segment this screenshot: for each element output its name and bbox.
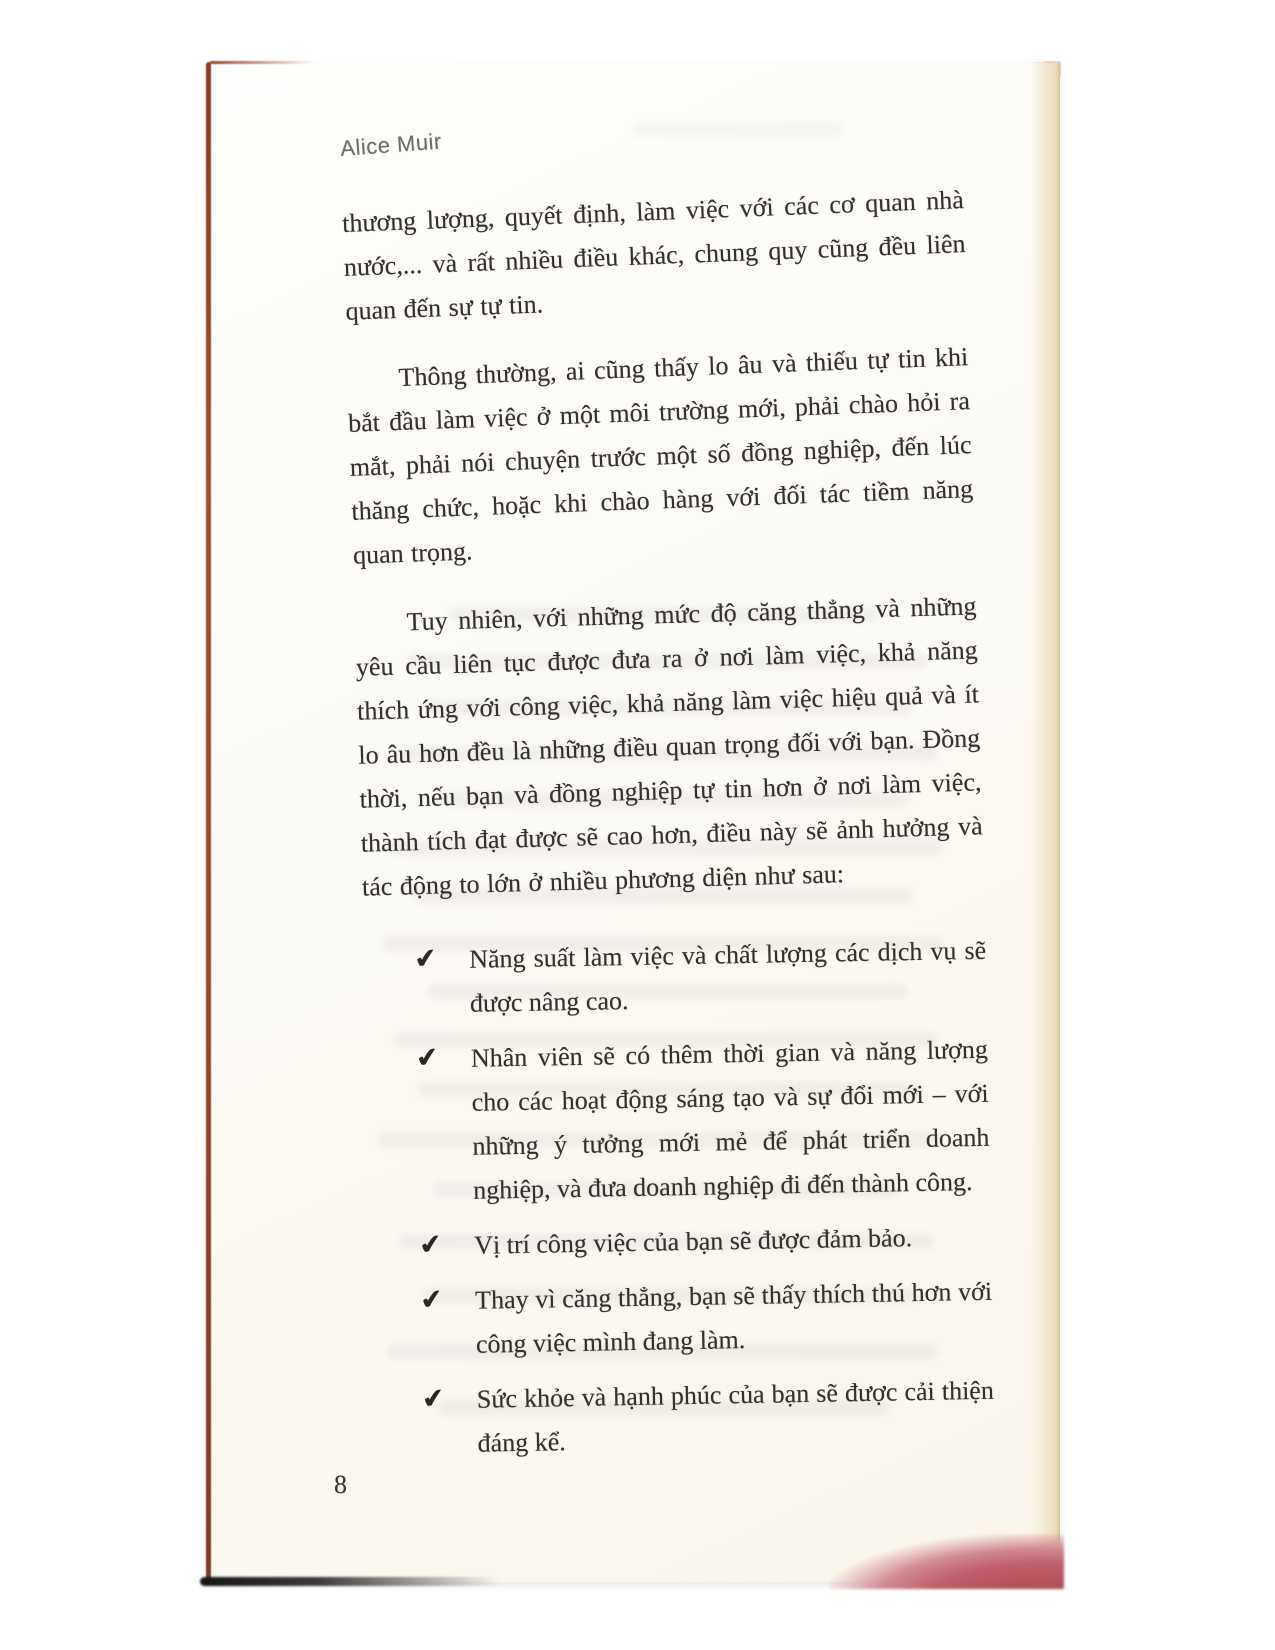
checklist-item-text: Nhân viên sẽ có thêm thời gian và năng lượng cho các hoạt động sáng tạo và sự đổi mới – với những ý tưởng mới mẻ để phát triển doanh nghiệp, và đưa doanh nghiệp đi đến thành công. [470, 1034, 990, 1205]
book-cover-edge-top [210, 61, 315, 64]
checklist-item-text: Thay vì căng thẳng, bạn sẽ thấy thích thú hơn với công việc mình đang làm. [474, 1276, 993, 1359]
body-paragraph-2: Thông thường, ai cũng thấy lo âu và thiếu tự tin khi bắt đầu làm việc ở một môi trường mới, phải chào hỏi ra mắt, phải nói chuyện trước một số đồng nghiệp, đến lúc thăng chức, hoặc khi chào hàng với đối tác tiềm năng quan trọng. [347, 342, 974, 570]
checklist-item-text: Sức khỏe và hạnh phúc của bạn sẽ được cải thiện đáng kể. [476, 1375, 995, 1458]
checklist-item [370, 1270, 993, 1369]
checklist-item [369, 1215, 992, 1270]
book-page [208, 62, 1060, 1582]
checkmark-icon: ✔ [418, 1283, 445, 1317]
body-paragraph-3: Tuy nhiên, với những mức độ căng thẳng và những yêu cầu liên tục được đưa ra ở nơi làm việc, khả năng thích ứng với công việc, khả năng làm việc hiệu quả và ít lo âu hơn đều là những điều quan trọng đối với bạn. Đồng thời, nếu bạn và đồng nghiệp tự tin hơn ở nơi làm việc, thành tích đạt được sẽ cao hơn, điều này sẽ ảnh hưởng và tác động to lớn ở nhiều phương diện như sau: [355, 591, 983, 902]
page-bottom-shadow [200, 1577, 500, 1586]
checklist-item [364, 929, 987, 1028]
checkmark-icon: ✔ [417, 1228, 444, 1262]
page-number: 8 [334, 1470, 347, 1499]
page-block-edge [1030, 62, 1060, 1582]
benefits-checklist [364, 929, 995, 1468]
checkmark-icon: ✔ [420, 1382, 447, 1416]
checklist-item-text: Vị trí công việc của bạn sẽ được đảm bảo. [473, 1223, 913, 1260]
checkmark-icon: ✔ [414, 1041, 441, 1075]
checklist-item-text: Năng suất làm việc và chất lượng các dịch vụ sẽ được nâng cao. [468, 935, 987, 1018]
checklist-item [372, 1369, 995, 1468]
body-paragraph-1: thương lượng, quyết định, làm việc với các cơ quan nhà nước,... và rất nhiều điều khác, chung quy cũng đều liên quan đến sự tự tin. [341, 185, 966, 326]
book-cover-corner-bottom-right [829, 1534, 1064, 1589]
page-content [340, 118, 1002, 1479]
book-cover-edge-left [206, 62, 211, 1580]
checklist-item [366, 1028, 991, 1215]
checkmark-icon: ✔ [412, 942, 439, 976]
running-header: Alice Muir [339, 128, 443, 161]
